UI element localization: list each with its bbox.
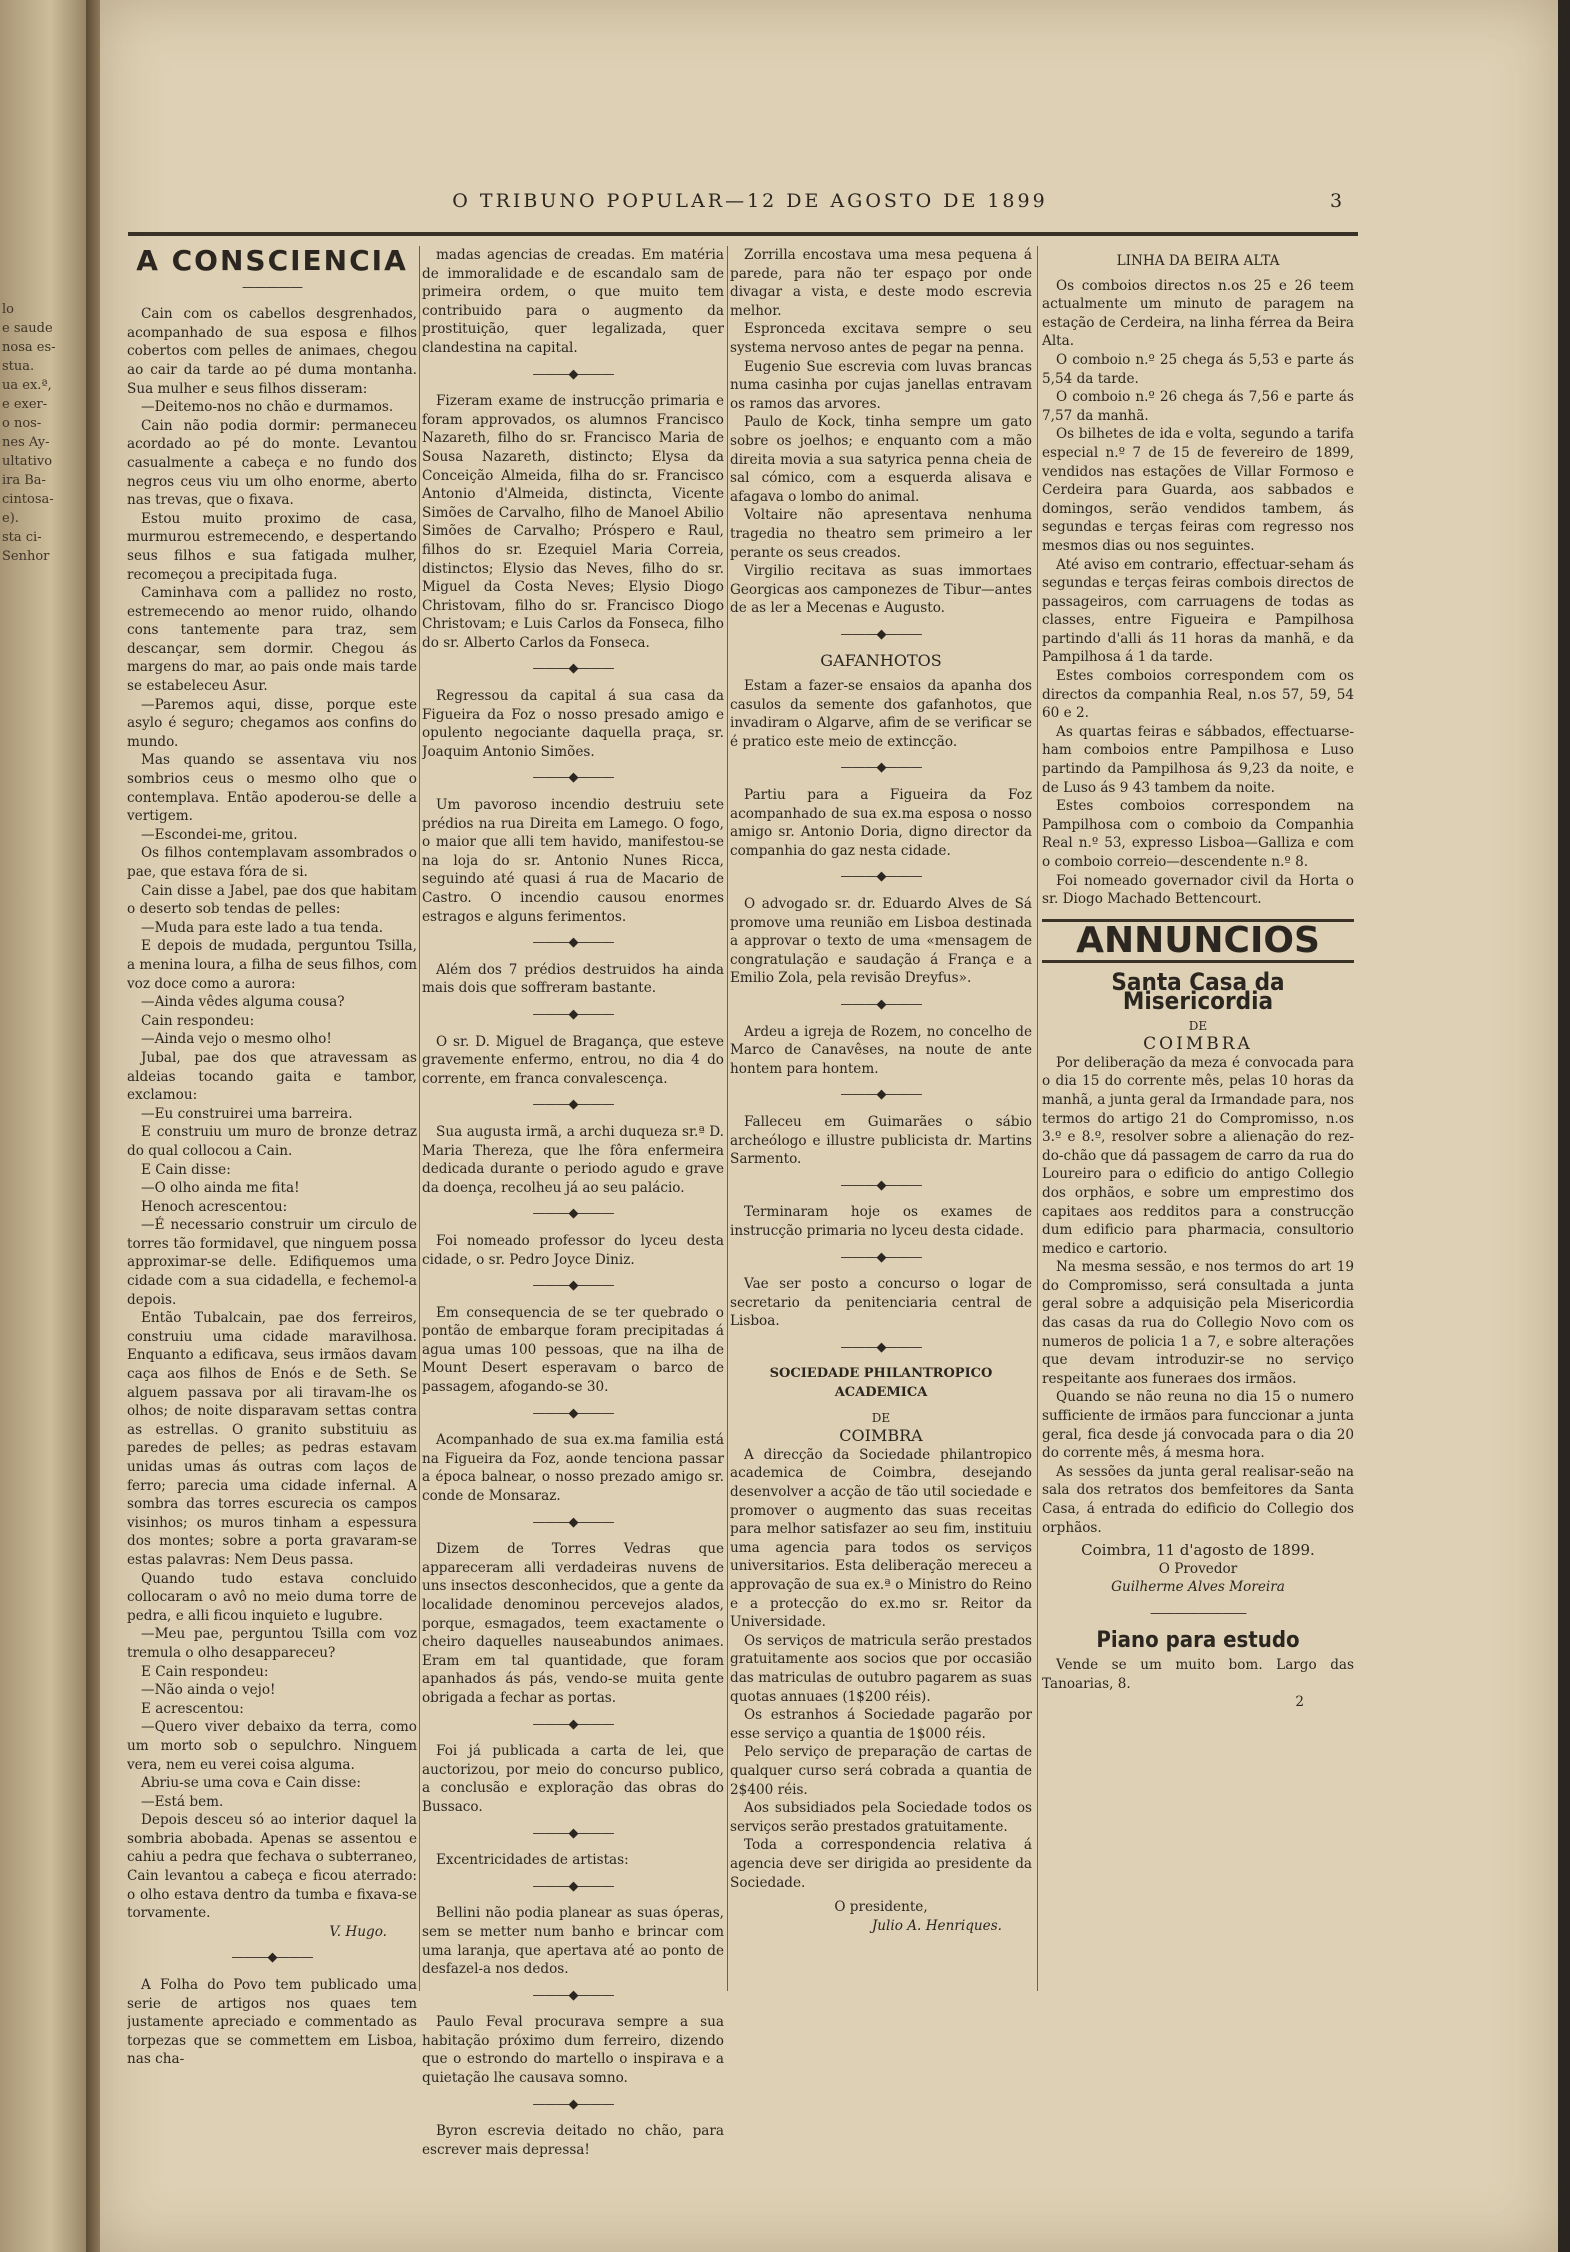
section-city: COIMBRA (839, 1426, 923, 1446)
paragraph: As quartas feiras e sábbados, effectuarse-ham comboios entre Pampilhosa e Luso partindo da Pampilhosa ás 9,23 da noite, e de Luso ás 9 43 tambem da noite. (1042, 723, 1354, 796)
paragraph: Então Tubalcain, pae dos ferreiros, construiu uma cidade maravilhosa. Enquanto a edificava, seus irmãos davam caça aos filhos de Enós e de Seth. Se alguem passava por ali tiravam-lhe os olhos; de noite disparavam settas contra as estrellas. O granito substituiu as paredes de pelles; as pedras estavam unidas umas ás outras com laços de ferro; parecia uma cidade infernal. A sombra das torres escurecia os campos visinhos; os muros tinham a espessura dos montes; sobre a porta gravaram-se estas palavras: Nem Deus passa. (127, 1310, 417, 1568)
page-number: 3 (1330, 190, 1343, 212)
paragraph: Por deliberação da meza é convocada para o dia 15 do corrente mês, pelas 10 horas da manhã, a junta geral da Irmandade para, nos termos do artigo 21 do Compromisso, n.os 3.º e 8.º, resolver sobre a alienação do rez-do-chão que dá passagem de carro da rua do Loureiro para o edificio do antigo Collegio dos orphãos, e sobre um emprestimo dos capitaes aos redditos para a construcção dum edificio para pharmacia, consultorio medico e cartorio. (1042, 1054, 1354, 1257)
paragraph: Os filhos contemplavam assombrados o pae, que estava fóra de si. (127, 845, 417, 880)
separator: ———◆——— (532, 1716, 614, 1732)
paragraph: Acompanhado de sua ex.ma familia está na Figueira da Foz, aonde tenciona passar a época balnear, o nosso prezado amigo sr. conde de Monsaraz. (422, 1432, 724, 1505)
ad-date: Coimbra, 11 d'agosto de 1899. (1081, 1541, 1315, 1560)
paragraph: Byron escrevia deitado no chão, para escrever mais depressa! (422, 2123, 724, 2158)
paragraph: —Eu construirei uma barreira. (141, 1105, 353, 1122)
paragraph: Henoch acrescentou: (141, 1198, 288, 1215)
separator: ———◆——— (532, 1278, 614, 1294)
ad-title: Santa Casa da Misericordia (1111, 968, 1285, 1015)
paragraph: E Cain respondeu: (141, 1663, 269, 1680)
paragraph: Mas quando se assentava viu nos sombrios ceus o mesmo olho que o contemplava. Então apoderou-se delle a vertigem. (127, 752, 417, 825)
section-subtitle: DE (871, 1410, 891, 1425)
separator: ———◆——— (840, 1177, 922, 1193)
paragraph: Cain disse a Jabel, pae dos que habitam o deserto sob tendas de pelles: (127, 882, 417, 918)
paragraph: Estam a fazer-se ensaios da apanha dos casulos da semente dos gafanhotos, que invadiram o Algarve, afim de se verificar se é pratico este meio de extincção. (730, 678, 1032, 750)
paragraph: Na mesma sessão, e nos termos do art 19 do Compromisso, será consultada a junta geral sobre a adquisição pela Misericordia das casas da rua do Collegio Novo com os numeros de policia 1 a 7, e sobre alterações que devam introduzir-se no serviço respeitante aos funeraes dos irmãos. (1042, 1259, 1354, 1387)
separator: ———————— (1150, 1605, 1246, 1621)
separator: ———◆——— (532, 1878, 614, 1894)
article-title: A CONSCIENCIA (136, 246, 408, 277)
paragraph: O advogado sr. dr. Eduardo Alves de Sá promove uma reunião em Lisboa destinada a approvar o texto de uma «mensagem de congratulação e saudação á França e a Emilio Zola, pela revisão Dreyfus». (730, 896, 1032, 987)
left-page-fragment: e exer- (2, 397, 48, 412)
header-rule (128, 232, 1358, 236)
paragraph: —O olho ainda me fita! (141, 1180, 300, 1197)
paragraph: E depois de mudada, perguntou Tsilla, a menina loura, a filha de seus filhos, com voz doce como a aurora: (127, 938, 417, 992)
paragraph: madas agencias de creadas. Em matéria de immoralidade e de escandalo sam de primeira ordem, o que muito tem contribuido para o augmento da prostituição, quer legalizada, quer clandestina na capital. (422, 247, 724, 356)
left-page-fragment: Senhor (2, 549, 50, 564)
paragraph: Foi nomeado professor do lyceu desta cidade, o sr. Pedro Joyce Diniz. (422, 1232, 724, 1268)
separator: ———◆——— (840, 1087, 922, 1103)
paragraph: —Paremos aqui, disse, porque este asylo é seguro; chegamos aos confins do mundo. (127, 696, 417, 750)
left-page-fragment: e). (2, 511, 19, 526)
paragraph: —Quero viver debaixo da terra, como um morto sob o sepulchro. Ninguem vera, nem eu verei coisa alguma. (127, 1719, 417, 1773)
separator: ———◆——— (532, 661, 614, 677)
separator: ———◆——— (532, 935, 614, 951)
paragraph: —Muda para este lado a tua tenda. (141, 919, 384, 936)
left-page-fragment: ira Ba- (2, 473, 46, 488)
paragraph: Depois desceu só ao interior daquel la sombria abobada. Apenas se assentou e cahiu a pedra que fechava o subterraneo, Cain levantou a cabeça e ficou aterrado: o olho estava dentro da tumba e fixava-se torvamente. (127, 1812, 417, 1922)
left-page-edge (0, 0, 92, 2252)
left-page-fragment: ultativo (2, 454, 53, 469)
ad-signature-name: Guilherme Alves Moreira (1111, 1579, 1285, 1596)
paragraph: Além dos 7 prédios destruidos ha ainda mais dois que soffreram bastante. (422, 961, 724, 997)
paragraph: Eugenio Sue escrevia com luvas brancas numa casinha por cujas janellas entravam os ramos das arvores. (730, 358, 1032, 412)
paragraph: As sessões da junta geral realisar-seão na sala dos retratos dos bemfeitores da Santa Casa, á entrada do edificio do Collegio dos orphãos. (1042, 1463, 1354, 1536)
paragraph: Terminaram hoje os exames de instrucção primaria no lyceu desta cidade. (730, 1204, 1032, 1239)
paragraph: —Ainda vejo o mesmo olho! (141, 1031, 332, 1048)
paragraph: Virgilio recitava as suas immortaes Georgicas aos camponezes de Tibur—antes de as ler a Mecenas e Augusto. (730, 563, 1032, 617)
separator: ———◆——— (532, 1825, 614, 1841)
paragraph: Aos subsidiados pela Sociedade todos os serviços serão prestados gratuitamente. (730, 1800, 1032, 1835)
paragraph: —Ainda vêdes alguma cousa? (141, 994, 345, 1011)
page-header: O TRIBUNO POPULAR—12 DE AGOSTO DE 1899 (452, 190, 1048, 212)
news-items (422, 246, 724, 2159)
separator: ———◆——— (532, 1097, 614, 1113)
paragraph: O sr. D. Miguel de Bragança, que esteve gravemente enfermo, entrou, no dia 4 do corrente, em franca convalescença. (422, 1033, 724, 1087)
ad-subtitle: DE (1188, 1018, 1208, 1033)
separator: ————— (242, 279, 302, 295)
article-body (127, 305, 417, 1923)
separator: ———◆——— (532, 1405, 614, 1421)
paragraph: Os bilhetes de ida e volta, segundo a tarifa especial n.º 7 de 15 de fevereiro de 1899, vendidos nas estações de Villar Formoso e Cerdeira para Guarda, aos sabbados e domingos, serão vendidos tambem, ás segundas e terças feiras com regresso nos mesmos dias ou nos seguintes. (1042, 426, 1354, 554)
paragraph: O comboio n.º 26 chega ás 7,56 e parte ás 7,57 da manhã. (1042, 389, 1354, 424)
separator: ———◆——— (231, 1950, 313, 1966)
news-items (730, 677, 1032, 1331)
paragraph: —Não ainda o vejo! (141, 1682, 276, 1699)
paragraph: O comboio n.º 25 chega ás 5,53 e parte ás 5,54 da tarde. (1042, 351, 1354, 387)
news-items (1042, 277, 1354, 909)
section-title: GAFANHOTOS (820, 651, 942, 671)
paragraph: —É necessario construir um circulo de torres tão formidavel, que ninguem possa approximar-se delle. Edifiquemos uma cidade com a sua cidadella, e fechemol-a depois. (127, 1217, 417, 1308)
paragraph: E construiu um muro de bronze detraz do qual collocou a Cain. (127, 1124, 417, 1159)
paragraph: Cain respondeu: (141, 1012, 255, 1029)
paragraph: Abriu-se uma cova e Cain disse: (141, 1775, 361, 1792)
paragraph: Cain com os cabellos desgrenhados, acompanhado de sua esposa e filhos cobertos com pelles de animaes, chegou ao cair da tarde ao pé duma montanha. Sua mulher e seus filhos disseram: (127, 306, 417, 397)
news-items (730, 246, 1032, 618)
ad-title: Piano para estudo (1096, 1627, 1300, 1653)
paragraph: Os comboios directos n.os 25 e 26 teem actualmente um minuto de paragem na estação de Cerdeira, na linha férrea da Beira Alta. (1042, 277, 1354, 350)
separator: ———◆——— (532, 1987, 614, 2003)
section-title: LINHA DA BEIRA ALTA (1116, 253, 1280, 269)
left-page-fragment: ua ex.ª, (2, 378, 52, 393)
left-page-fragment: sta ci- (2, 530, 42, 545)
paragraph: Ardeu a igreja de Rozem, no concelho de Marco de Canavêses, na noute de ante hontem para hontem. (730, 1023, 1032, 1077)
column-divider (1037, 246, 1038, 1991)
section-title: SOCIEDADE PHILANTROPICO ACADEMICA (769, 1366, 993, 1401)
left-page-fragment: lo (2, 302, 14, 317)
paragraph: Os serviços de matricula serão prestados gratuitamente aos socios que por occasião das matriculas de outubro pagarem as suas quotas annuaes (1$200 réis). (730, 1632, 1032, 1705)
paragraph: Cain não podia dormir: permaneceu acordado ao pé do monte. Levantou casualmente a cabeça e no fundo dos negros ceus viu um olho enorme, aberto nas trevas, que o fixava. (127, 417, 417, 509)
paragraph: E acrescentou: (141, 1700, 244, 1717)
paragraph: Até aviso em contrario, effectuar-seham ás segundas e terças feiras combois directos de passageiros, com carruagens de todas as classes, entre Figueira e Pampilhosa partindo d'alli ás 11 horas da manhã, e da Pampilhosa á 1 da tarde. (1042, 556, 1354, 666)
ad-signature-role: O Provedor (1158, 1560, 1238, 1577)
paragraph: Espronceda excitava sempre o seu systema nervoso antes de pegar na penna. (730, 321, 1032, 356)
paragraph: Toda a correspondencia relativa á agencia deve ser dirigida ao presidente da Sociedade. (730, 1837, 1032, 1891)
separator: ———◆——— (532, 1514, 614, 1530)
separator: ———◆——— (840, 1249, 922, 1265)
left-page-fragment: cintosa- (2, 492, 54, 507)
paragraph: Partiu para a Figueira da Foz acompanhado de sua ex.ma esposa o nosso amigo sr. Antonio Doria, digno director da companhia do gaz nesta cidade. (730, 787, 1032, 859)
separator: ———◆——— (840, 626, 922, 642)
paragraph: —Escondei-me, gritou. (141, 826, 298, 843)
paragraph: Fizeram exame de instrucção primaria e foram approvados, os alumnos Francisco Nazareth, filho do sr. Francisco Maria de Sousa Nazareth, distincto; Elysa da Conceição Almeida, filha do sr. Francisco Antonio d'Almeida, distincta, Vicente Simões de Carvalho, filho de Manoel Abilio Simões de Carvalho; Próspero e Raul, filhos do sr. Ezequiel Maria Correia, distinctos; Elysio das Neves, filho do sr. Miguel da Costa Neves; Elysio Diogo Christovam, filho do sr. Francisco Diogo Christovam; e Luis Carlos da Fonseca, filho do sr. Alberto Carlos da Fonseca. (422, 393, 724, 651)
paragraph: Caminhava com a pallidez no rosto, estremecendo ao menor ruido, olhando cons tantemente para traz, sem descançar, sem dormir. Chegou ás margens do mar, ao pais onde mais tarde se estabeleceu Asur. (127, 585, 417, 695)
paragraph: Sua augusta irmã, a archi duqueza sr.ª D. Maria Thereza, que lhe fôra enfermeira dedicada durante o periodo agudo e grave da doença, recolheu já ao seu palácio. (422, 1123, 724, 1196)
separator: ———◆——— (840, 869, 922, 885)
paragraph: Em consequencia de se ter quebrado o pontão de embarque foram precipitadas á agua umas 100 pessoas, que na ilha de Mount Desert esperavam o barco de passagem, afogando-se 30. (422, 1304, 724, 1396)
separator: ———◆——— (840, 760, 922, 776)
paragraph: Voltaire não apresentava nenhuma tragedia no theatro sem primeiro a ler perante os seus creados. (730, 507, 1032, 561)
paragraph: Foi nomeado governador civil da Horta o sr. Diogo Machado Bettencourt. (1042, 872, 1354, 908)
annuncios-heading: ANNUNCIOS (1042, 919, 1354, 964)
separator: ———◆——— (532, 366, 614, 382)
paragraph: Vae ser posto a concurso o logar de secretario da penitenciaria central de Lisboa. (730, 1276, 1032, 1330)
ad-city: COIMBRA (1143, 1034, 1253, 1055)
separator: ———◆——— (532, 770, 614, 786)
separator: ———◆——— (840, 1339, 922, 1355)
news-items (730, 1446, 1032, 1892)
paragraph: Jubal, pae dos que atravessam as aldeias tocando gaita e tambor, exclamou: (127, 1049, 417, 1104)
paragraph: —Está bem. (141, 1793, 224, 1810)
left-page-fragment: nes Ay- (2, 435, 50, 450)
paragraph: Estes comboios correspondem com os directos da companhia Real, n.os 57, 59, 54 60 e 2. (1042, 668, 1354, 722)
paragraph: A direcção da Sociedade philantropico academica de Coimbra, desejando desenvolver a acção de tão util sociedade e promover o augmento das suas receitas para melhor satisfazer ao seu fim, instituiu uma agencia para todos os serviços universitarios. Esta deliberação mereceu a approvação de sua ex.ª o Ministro do Reino e a protecção do ex.mo sr. Reitor da Universidade. (730, 1446, 1032, 1631)
left-page-fragment: e saude (2, 321, 53, 336)
ad-text: Vende se um muito bom. Largo das Tanoarias, 8. (1042, 1657, 1354, 1692)
signature-name: Julio A. Henriques. (871, 1917, 1002, 1934)
separator: ———◆——— (532, 2096, 614, 2112)
article-paragraph: A Folha do Povo tem publicado uma serie de artigos nos quaes tem justamente apreciado e commentado as torpezas que se commettem em Lisboa, nas cha- (127, 1977, 417, 2068)
paragraph: Foi já publicada a carta de lei, que auctorizou, por meio do concurso publico, a conclusão e exploração das obras do Bussaco. (422, 1743, 724, 1815)
paragraph: Quando tudo estava concluido collocaram o avô no meio duma torre de pedra, e alli ficou inquieto e lugubre. (127, 1570, 417, 1624)
paragraph: Paulo de Kock, tinha sempre um gato sobre os joelhos; e enquanto com a mão direita movia a sua satyrica penna cheia de sal cómico, com a esquerda alisava e afagava o lombo do animal. (730, 414, 1032, 505)
paragraph: —Deitemo-nos no chão e durmamos. (141, 399, 394, 416)
paragraph: Excentricidades de artistas: (436, 1852, 629, 1869)
left-page-fragment: o nos- (2, 416, 42, 431)
ad-body (1042, 1054, 1354, 1537)
paragraph: Zorrilla encostava uma mesa pequena á parede, para não ter espaço por onde divagar a vista, e deste modo escrevia melhor. (730, 247, 1032, 319)
paragraph: Estes comboios correspondem na Pampilhosa com o comboio da Companhia Real n.º 53, expresso Lisboa—Galliza e com o comboio correio—descendente n.º 8. (1042, 798, 1354, 870)
article-signature: V. Hugo. (329, 1923, 387, 1940)
paragraph: Pelo serviço de preparação de cartas de qualquer curso será cobrada a quantia de 2$400 réis. (730, 1744, 1032, 1798)
paragraph: Um pavoroso incendio destruiu sete prédios na rua Direita em Lamego. O fogo, o maior que alli tem havido, manifestou-se na loja do sr. Antonio Nunes Ricca, seguindo até quasi á rua de Macario de Castro. O incendio causou enormes estragos e alguns ferimentos. (422, 797, 724, 925)
separator: ———◆——— (840, 996, 922, 1012)
paragraph: Falleceu em Guimarães o sábio archeólogo e illustre publicista dr. Martins Sarmento. (730, 1113, 1032, 1168)
signature-role: O presidente, (834, 1899, 928, 1916)
paragraph: Dizem de Torres Vedras que appareceram alli verdadeiras nuvens de uns insectos desconhecidos, que a gente da localidade denominou percevejos alados, porque, esmagados, teem exactamente o cheiro daquelles nauseabundos animaes. Eram em tal quantidade, que foram apanhados ás pás, vendo-se muita gente obrigada a fechar as portas. (422, 1541, 724, 1706)
paragraph: Regressou da capital á sua casa da Figueira da Foz o nosso presado amigo e opulento negociante daquella praça, sr. Joaquim Antonio Simões. (422, 688, 724, 760)
separator: ———◆——— (532, 1006, 614, 1022)
left-page-fragment: stua. (2, 359, 35, 374)
paragraph: Os estranhos á Sociedade pagarão por esse serviço a quantia de 1$000 réis. (730, 1707, 1032, 1742)
column-3 (730, 246, 1032, 1935)
column-2 (422, 246, 724, 2159)
separator: ———◆——— (532, 1206, 614, 1222)
left-page-fragment: nosa es- (2, 340, 56, 355)
paragraph: E Cain disse: (141, 1161, 231, 1178)
ad-number: 2 (1295, 1694, 1304, 1711)
paragraph: Paulo Feval procurava sempre a sua habitação próximo dum ferreiro, dizendo que o estrondo do martello o inspirava e a quietação lhe causava somno. (422, 2014, 724, 2087)
column-divider (727, 246, 728, 1991)
paragraph: Bellini não podia planear as suas óperas, sem se metter num banho e brincar com uma laranja, que apertava até ao ponto de desfazel-a nos dedos. (422, 1905, 724, 1978)
column-divider (419, 246, 420, 1991)
column-1 (127, 246, 417, 2069)
paragraph: —Meu pae, perguntou Tsilla com voz tremula o olho desappareceu? (127, 1626, 417, 1661)
column-4 (1042, 246, 1354, 1712)
paragraph: Estou muito proximo de casa, murmurou estremecendo, e despertando seus filhos e sua fatigada mulher, recomeçou a precipitada fuga. (127, 510, 417, 583)
paragraph: Quando se não reuna no dia 15 o numero sufficiente de irmãos para funccionar a junta geral, fica desde já convocada para o dia 20 do corrente mês, á mesma hora. (1042, 1389, 1354, 1462)
